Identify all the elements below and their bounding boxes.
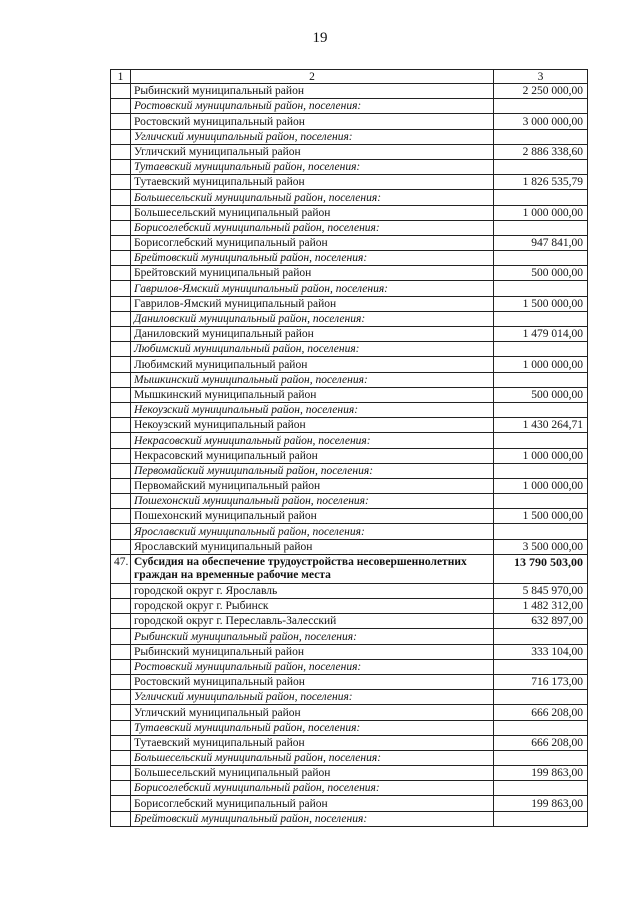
row-amount-cell: 1 000 000,00 [494,478,588,493]
row-amount-cell: 199 863,00 [494,796,588,811]
table-row [111,554,588,583]
table-row [111,796,588,811]
row-number-cell [111,372,131,387]
row-number-cell [111,402,131,417]
table-subheader-row [111,159,588,174]
table-row [111,478,588,493]
table-subheader-row [111,811,588,826]
row-name-cell: Даниловский муниципальный район, поселения: [131,311,494,326]
table-row [111,674,588,689]
table-subheader-row [111,750,588,765]
row-amount-cell: 3 000 000,00 [494,114,588,129]
header-col-number: 1 [111,70,131,84]
row-name-cell: Угличский муниципальный район [131,144,494,159]
row-number-cell [111,114,131,129]
row-number-cell [111,524,131,539]
row-amount-cell: 632 897,00 [494,614,588,629]
table-row [111,296,588,311]
row-number-cell [111,583,131,598]
table-row [111,175,588,190]
row-name-cell: Тутаевский муниципальный район [131,175,494,190]
table-row [111,387,588,402]
row-name-cell: Субсидия на обеспечение трудоустройства несовершеннолетних граждан на временные рабочие места [131,554,494,583]
row-number-cell [111,750,131,765]
row-name-cell: Пошехонский муниципальный район, поселения: [131,494,494,509]
row-amount-cell [494,629,588,644]
row-name-cell: Рыбинский муниципальный район, поселения: [131,629,494,644]
row-number-cell [111,190,131,205]
row-number-cell [111,494,131,509]
row-number-cell [111,463,131,478]
row-amount-cell: 13 790 503,00 [494,554,588,583]
row-amount-cell: 716 173,00 [494,674,588,689]
row-number-cell [111,205,131,220]
table-row [111,448,588,463]
row-name-cell: Угличский муниципальный район, поселения: [131,690,494,705]
row-name-cell: Ярославский муниципальный район, поселения: [131,524,494,539]
row-number-cell [111,659,131,674]
row-number-cell [111,478,131,493]
row-amount-cell: 1 430 264,71 [494,418,588,433]
row-name-cell: Борисоглебский муниципальный район [131,235,494,250]
row-name-cell: Угличский муниципальный район [131,705,494,720]
row-amount-cell [494,494,588,509]
row-amount-cell: 2 250 000,00 [494,84,588,99]
table-row [111,205,588,220]
row-number-cell [111,644,131,659]
row-name-cell: Пошехонский муниципальный район [131,509,494,524]
row-name-cell: Ярославский муниципальный район [131,539,494,554]
row-number-cell [111,614,131,629]
row-name-cell: Брейтовский муниципальный район, поселения: [131,251,494,266]
table-row [111,599,588,614]
row-amount-cell: 1 482 312,00 [494,599,588,614]
row-number-cell [111,599,131,614]
row-amount-cell: 2 886 338,60 [494,144,588,159]
row-amount-cell [494,524,588,539]
table-subheader-row [111,99,588,114]
row-name-cell: Некоузский муниципальный район, поселения: [131,402,494,417]
table-row [111,539,588,554]
row-name-cell: Ростовский муниципальный район [131,674,494,689]
table-subheader-row [111,629,588,644]
row-amount-cell: 333 104,00 [494,644,588,659]
row-name-cell: Некрасовский муниципальный район, поселения: [131,433,494,448]
row-number-cell: 47. [111,554,131,583]
row-amount-cell [494,433,588,448]
row-amount-cell: 947 841,00 [494,235,588,250]
row-name-cell: Некрасовский муниципальный район [131,448,494,463]
row-number-cell [111,251,131,266]
table-subheader-row [111,342,588,357]
row-name-cell: Борисоглебский муниципальный район, поселения: [131,220,494,235]
row-amount-cell: 1 479 014,00 [494,327,588,342]
row-amount-cell: 1 500 000,00 [494,509,588,524]
row-amount-cell [494,251,588,266]
row-number-cell [111,311,131,326]
table-subheader-row [111,720,588,735]
table-row [111,266,588,281]
row-name-cell: Борисоглебский муниципальный район, поселения: [131,781,494,796]
row-name-cell: Большесельский муниципальный район, поселения: [131,190,494,205]
page-number: 19 [312,30,328,46]
table-row [111,509,588,524]
row-name-cell: Тутаевский муниципальный район [131,735,494,750]
row-number-cell [111,781,131,796]
row-number-cell [111,811,131,826]
row-number-cell [111,705,131,720]
row-number-cell [111,796,131,811]
row-number-cell [111,766,131,781]
table-subheader-row [111,402,588,417]
table-subheader-row [111,690,588,705]
row-name-cell: Рыбинский муниципальный район [131,644,494,659]
table-subheader-row [111,659,588,674]
row-number-cell [111,220,131,235]
table-header-row [111,70,588,84]
table-row [111,84,588,99]
table-subheader-row [111,251,588,266]
row-amount-cell [494,342,588,357]
table-subheader-row [111,372,588,387]
row-number-cell [111,539,131,554]
row-number-cell [111,418,131,433]
row-amount-cell: 500 000,00 [494,387,588,402]
row-number-cell [111,159,131,174]
table-row [111,327,588,342]
row-name-cell: Любимский муниципальный район, поселения: [131,342,494,357]
row-number-cell [111,144,131,159]
table-row [111,735,588,750]
table-subheader-row [111,129,588,144]
row-name-cell: Рыбинский муниципальный район [131,84,494,99]
row-number-cell [111,509,131,524]
row-amount-cell [494,99,588,114]
row-amount-cell [494,811,588,826]
row-name-cell: городской округ г. Рыбинск [131,599,494,614]
row-name-cell: Первомайский муниципальный район [131,478,494,493]
row-number-cell [111,235,131,250]
row-name-cell: Большесельский муниципальный район [131,766,494,781]
row-number-cell [111,281,131,296]
row-name-cell: Большесельский муниципальный район [131,205,494,220]
row-amount-cell [494,750,588,765]
row-amount-cell [494,659,588,674]
row-number-cell [111,448,131,463]
table-row [111,114,588,129]
row-name-cell: Тутаевский муниципальный район, поселения: [131,720,494,735]
row-number-cell [111,296,131,311]
row-number-cell [111,342,131,357]
row-name-cell: Любимский муниципальный район [131,357,494,372]
table-subheader-row [111,220,588,235]
row-number-cell [111,720,131,735]
row-amount-cell [494,220,588,235]
subsidy-table [110,69,588,827]
row-amount-cell: 666 208,00 [494,705,588,720]
row-amount-cell [494,690,588,705]
row-amount-cell [494,281,588,296]
header-col-amount: 3 [494,70,588,84]
table-subheader-row [111,463,588,478]
row-number-cell [111,129,131,144]
row-number-cell [111,84,131,99]
row-amount-cell: 199 863,00 [494,766,588,781]
row-name-cell: Гаврилов-Ямский муниципальный район, поселения: [131,281,494,296]
row-amount-cell: 666 208,00 [494,735,588,750]
table-subheader-row [111,311,588,326]
row-number-cell [111,387,131,402]
table-subheader-row [111,781,588,796]
table-row [111,235,588,250]
table-row [111,583,588,598]
table-row [111,705,588,720]
table-subheader-row [111,190,588,205]
row-number-cell [111,99,131,114]
table-row [111,418,588,433]
row-name-cell: Ростовский муниципальный район, поселения: [131,99,494,114]
row-amount-cell: 1 000 000,00 [494,357,588,372]
table-row [111,614,588,629]
row-number-cell [111,357,131,372]
row-name-cell: Мышкинский муниципальный район [131,387,494,402]
table-subheader-row [111,524,588,539]
row-amount-cell [494,129,588,144]
row-number-cell [111,629,131,644]
row-amount-cell: 3 500 000,00 [494,539,588,554]
row-name-cell: Брейтовский муниципальный район [131,266,494,281]
row-name-cell: Первомайский муниципальный район, поселения: [131,463,494,478]
row-amount-cell [494,372,588,387]
row-amount-cell [494,463,588,478]
row-amount-cell [494,311,588,326]
row-name-cell: городской округ г. Ярославль [131,583,494,598]
row-name-cell: Тутаевский муниципальный район, поселения: [131,159,494,174]
row-number-cell [111,690,131,705]
row-amount-cell: 500 000,00 [494,266,588,281]
row-name-cell: Большесельский муниципальный район, поселения: [131,750,494,765]
row-number-cell [111,266,131,281]
row-number-cell [111,175,131,190]
row-number-cell [111,674,131,689]
table-row [111,144,588,159]
row-amount-cell [494,159,588,174]
row-amount-cell [494,720,588,735]
row-amount-cell [494,402,588,417]
row-amount-cell: 1 500 000,00 [494,296,588,311]
row-name-cell: Ростовский муниципальный район [131,114,494,129]
row-name-cell: городской округ г. Переславль-Залесский [131,614,494,629]
row-amount-cell: 1 000 000,00 [494,448,588,463]
row-number-cell [111,433,131,448]
table-row [111,357,588,372]
header-col-name: 2 [131,70,494,84]
row-amount-cell [494,781,588,796]
row-name-cell: Борисоглебский муниципальный район [131,796,494,811]
row-name-cell: Ростовский муниципальный район, поселения: [131,659,494,674]
row-name-cell: Даниловский муниципальный район [131,327,494,342]
row-amount-cell: 1 000 000,00 [494,205,588,220]
table-row [111,644,588,659]
row-number-cell [111,735,131,750]
row-name-cell: Мышкинский муниципальный район, поселения: [131,372,494,387]
table-row [111,766,588,781]
row-name-cell: Угличский муниципальный район, поселения: [131,129,494,144]
row-name-cell: Брейтовский муниципальный район, поселения: [131,811,494,826]
table-subheader-row [111,281,588,296]
row-number-cell [111,327,131,342]
row-name-cell: Некоузский муниципальный район [131,418,494,433]
table-subheader-row [111,494,588,509]
row-amount-cell: 1 826 535,79 [494,175,588,190]
table-body [111,70,588,827]
row-amount-cell [494,190,588,205]
row-name-cell: Гаврилов-Ямский муниципальный район [131,296,494,311]
row-amount-cell: 5 845 970,00 [494,583,588,598]
table-subheader-row [111,433,588,448]
